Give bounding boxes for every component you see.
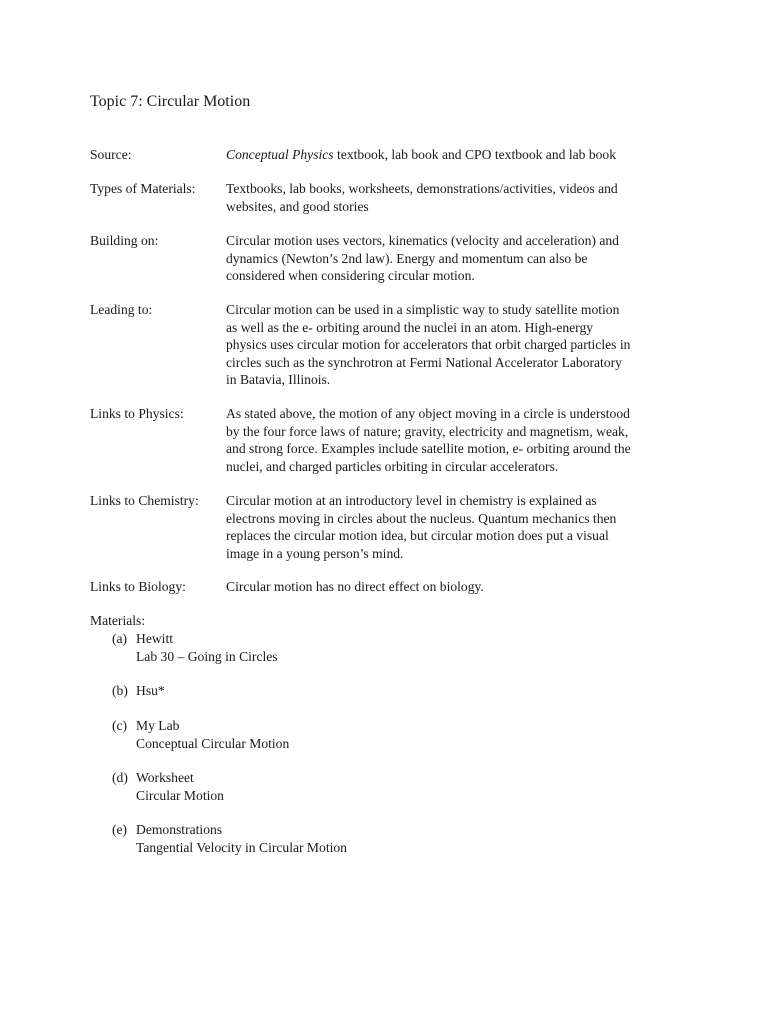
field-label: Types of Materials: xyxy=(90,181,196,196)
field-line: physics uses circular motion for accelerators that orbit charged particles in xyxy=(226,337,631,352)
field-label: Building on: xyxy=(90,233,159,248)
field-links-to-biology xyxy=(90,578,680,596)
field-label: Links to Biology: xyxy=(90,579,186,594)
list-marker: (c) xyxy=(112,718,128,733)
materials-item-line: Tangential Velocity in Circular Motion xyxy=(136,839,347,855)
field-value xyxy=(226,180,686,215)
field-line: dynamics (Newton’s 2nd law). Energy and momentum can also be xyxy=(226,250,588,266)
field-value xyxy=(226,146,686,164)
field-line: as well as the e- orbiting around the nuclei in an atom. High-energy xyxy=(226,319,594,335)
field-source xyxy=(90,146,680,164)
field-line: Textbooks, lab books, worksheets, demonstrations/activities, videos and xyxy=(226,181,618,196)
materials-item-line: Lab 30 – Going in Circles xyxy=(136,648,278,664)
field-line: Circular motion at an introductory level in chemistry is explained as xyxy=(226,493,597,508)
field-line: image in a young person’s mind. xyxy=(226,545,404,561)
materials-item-line: Worksheet xyxy=(136,770,194,785)
materials-item-line: My Lab xyxy=(136,718,180,733)
field-label: Leading to: xyxy=(90,302,153,317)
field-value xyxy=(226,232,686,285)
field-links-to-physics xyxy=(90,405,680,477)
field-line: circles such as the synchrotron at Fermi National Accelerator Laboratory xyxy=(226,354,622,370)
field-line: Circular motion has no direct effect on biology. xyxy=(226,579,484,594)
materials-heading: Materials: xyxy=(90,613,146,628)
field-line: nuclei, and charged particles orbiting in circular accelerators. xyxy=(226,458,559,474)
field-line: electrons moving in circles about the nucleus. Quantum mechanics then xyxy=(226,510,617,526)
field-label: Links to Physics: xyxy=(90,406,184,421)
field-line xyxy=(226,146,686,164)
field-line: websites, and good stories xyxy=(226,198,369,214)
field-line-text: textbook, lab book and CPO textbook and lab book xyxy=(333,147,617,162)
list-marker: (d) xyxy=(112,770,128,785)
field-label: Source: xyxy=(90,147,132,162)
materials-item-line: Circular Motion xyxy=(136,787,224,803)
field-line: by the four force laws of nature; gravity, electricity and magnetism, weak, xyxy=(226,423,629,439)
page-title: Topic 7: Circular Motion xyxy=(90,93,251,110)
materials-item-text xyxy=(136,821,347,856)
materials-item-text xyxy=(136,630,278,665)
field-line: Circular motion can be used in a simplistic way to study satellite motion xyxy=(226,302,620,317)
field-building-on xyxy=(90,232,680,286)
materials-item-text xyxy=(136,717,289,752)
materials-item-line: Hsu* xyxy=(136,683,165,698)
materials-item-line: Hewitt xyxy=(136,631,173,646)
field-line: and strong force. Examples include satellite motion, e- orbiting around the xyxy=(226,441,631,456)
field-value xyxy=(226,578,686,596)
field-leading-to xyxy=(90,301,680,391)
book-title: Conceptual Physics xyxy=(226,147,334,162)
materials-item-text xyxy=(136,682,165,700)
list-marker: (a) xyxy=(112,631,128,646)
field-line: Circular motion uses vectors, kinematics (velocity and acceleration) and xyxy=(226,233,619,248)
materials-item-text xyxy=(136,769,224,804)
field-links-to-chemistry xyxy=(90,492,680,564)
materials-item-line: Demonstrations xyxy=(136,822,223,837)
list-marker: (e) xyxy=(112,822,128,837)
field-value xyxy=(226,492,686,562)
list-marker: (b) xyxy=(112,683,128,698)
field-types-of-materials xyxy=(90,180,680,216)
field-line: in Batavia, Illinois. xyxy=(226,372,331,387)
field-label: Links to Chemistry: xyxy=(90,493,199,508)
field-line: replaces the circular motion idea, but circular motion does put a visual xyxy=(226,528,609,543)
materials-item-line: Conceptual Circular Motion xyxy=(136,735,290,751)
field-value xyxy=(226,301,686,389)
field-line: considered when considering circular motion. xyxy=(226,268,475,283)
field-value xyxy=(226,405,686,475)
field-line: As stated above, the motion of any object moving in a circle is understood xyxy=(226,406,630,421)
